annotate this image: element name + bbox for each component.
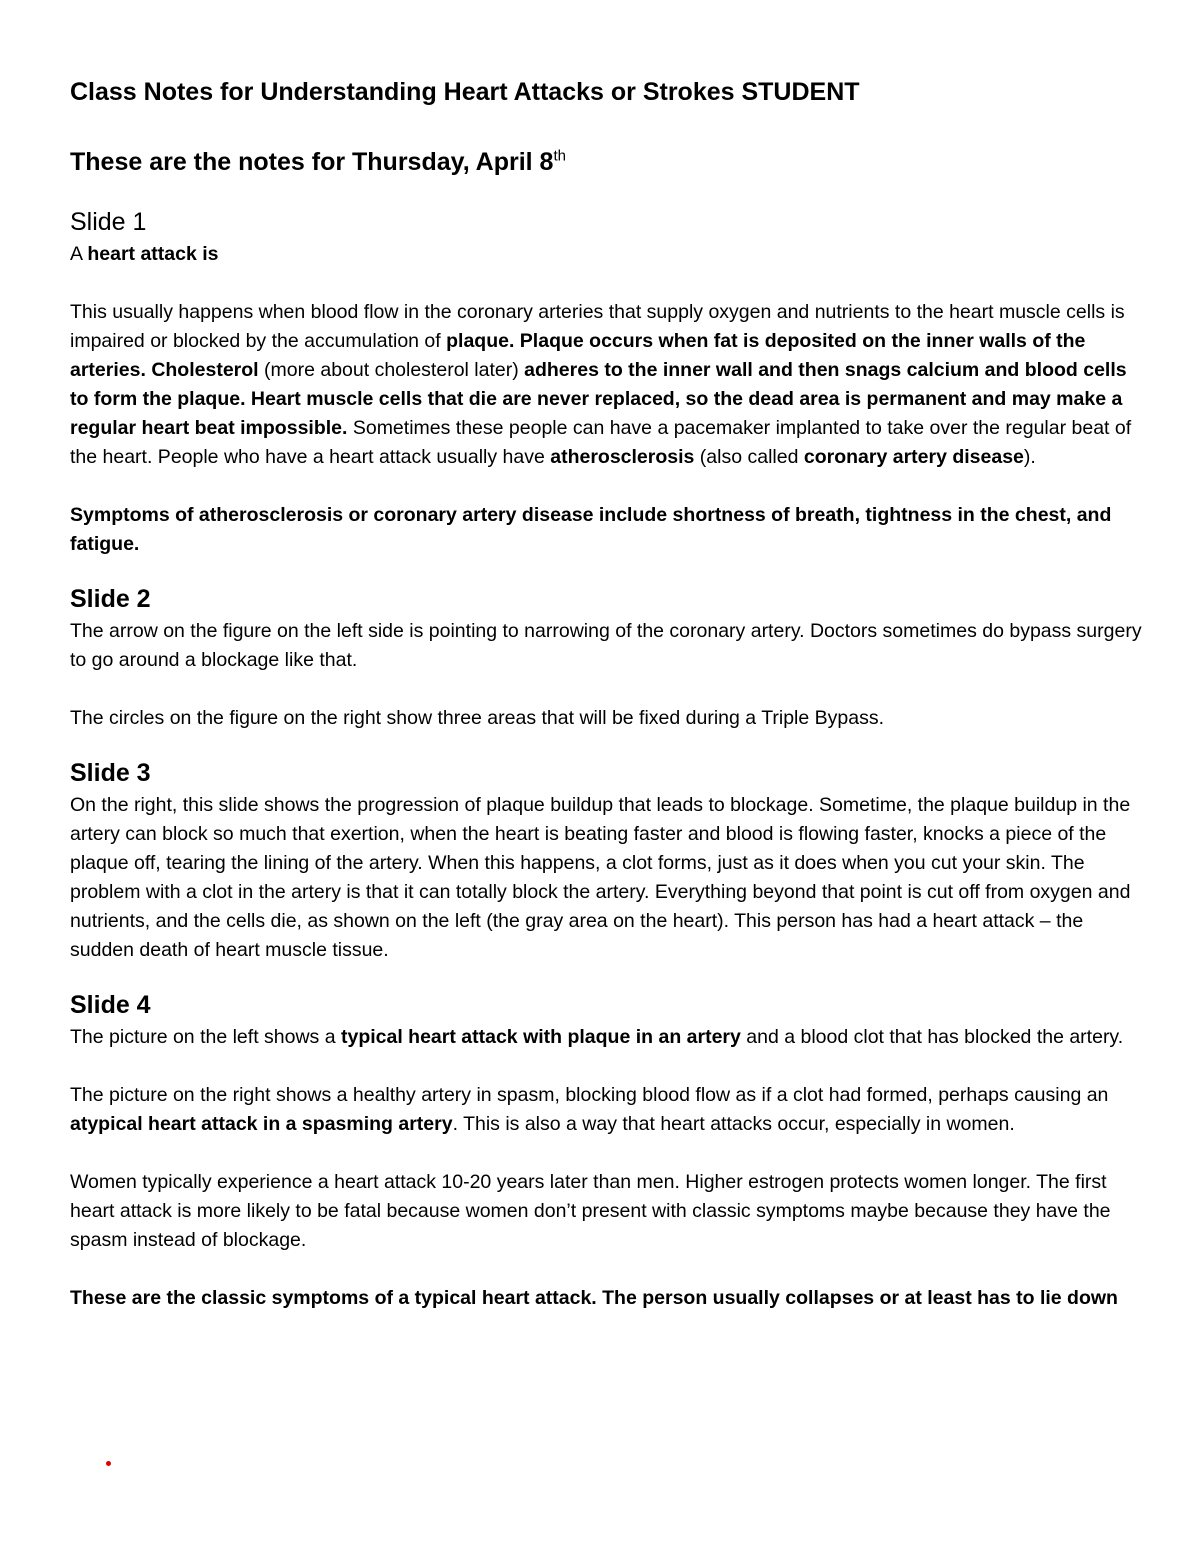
slide-1-bold-1: plaque. Plaque occurs when fat is deposited on the inner walls of the arteries. xyxy=(70,330,1086,381)
notes-date-text: These are the notes for Thursday, April 8 xyxy=(70,148,554,176)
slide-1-paragraph xyxy=(70,298,1145,472)
slide-1-bold-3: adheres to the inner wall and then snags calcium and blood cells to form the plaque. Heart muscle cells that die are never replaced, so the dead area is permanent and may make a regular heart beat impossible. xyxy=(70,359,1127,439)
notes-date-heading xyxy=(70,144,1145,180)
slide-1-section xyxy=(70,204,1145,559)
slide-1-text-5: (also called xyxy=(694,446,804,468)
slide-4-section xyxy=(70,987,1145,1313)
slide-2-heading: Slide 2 xyxy=(70,585,151,613)
slide-1-bold-4: atherosclerosis xyxy=(550,446,695,468)
slide-4-paragraph-4 xyxy=(70,1284,1145,1313)
slide-4-text-1: The picture on the left shows a xyxy=(70,1026,341,1048)
slide-1-symptoms-text: Symptoms of atherosclerosis or coronary artery disease include shortness of breath, tightness in the chest, and fatigue. xyxy=(70,504,1112,555)
slide-1-heading: Slide 1 xyxy=(70,208,147,236)
slide-4-bold-2: atypical heart attack in a spasming artery xyxy=(70,1113,453,1135)
slide-1-text-6: ). xyxy=(1023,446,1036,468)
slide-4-text-3: The picture on the right shows a healthy artery in spasm, blocking blood flow as if a clot had formed, perhaps causing an xyxy=(70,1084,1109,1106)
slide-1-bold-5: coronary artery disease xyxy=(803,446,1024,468)
slide-4-text-4: . This is also a way that heart attacks occur, especially in women. xyxy=(452,1113,1015,1135)
slide-1-line xyxy=(70,240,1145,269)
slide-2-section xyxy=(70,581,1145,733)
slide-1-line-bold: heart attack is xyxy=(87,243,219,265)
slide-3-section xyxy=(70,755,1145,965)
slide-2-paragraph-2: The circles on the figure on the right show three areas that will be fixed during a Triple Bypass. xyxy=(70,707,885,729)
document-title: Class Notes for Understanding Heart Attacks or Strokes STUDENT xyxy=(70,78,860,106)
bullet-icon xyxy=(106,1461,111,1466)
date-ordinal-suffix: th xyxy=(553,147,566,165)
slide-2-paragraph-1: The arrow on the figure on the left side is pointing to narrowing of the coronary artery. Doctors sometimes do bypass surgery to go around a blockage like that. xyxy=(70,620,1142,671)
slide-4-paragraph-3: Women typically experience a heart attack 10-20 years later than men. Higher estrogen protects women longer. The first heart attack is more likely to be fatal because women don’t present with classic symptoms maybe because they have the spasm instead of blockage. xyxy=(70,1171,1111,1251)
slide-1-bold-2: Cholesterol xyxy=(151,359,259,381)
slide-1-line-text: A xyxy=(70,243,88,265)
document-page xyxy=(70,74,1145,1335)
slide-3-heading: Slide 3 xyxy=(70,759,151,787)
slide-1-text-3: (more about cholesterol later) xyxy=(258,359,525,381)
slide-4-text-2: and a blood clot that has blocked the artery. xyxy=(740,1026,1124,1048)
slide-3-paragraph: On the right, this slide shows the progression of plaque buildup that leads to blockage. Sometime, the plaque buildup in the artery can block so much that exertion, when the heart is beating faster and blood is flowing faster, knocks a piece of the plaque off, tearing the lining of the artery. When this happens, a clot forms, just as it does when you cut your skin. The problem with a clot in the artery is that it can totally block the artery. Everything beyond that point is cut off from oxygen and nutrients, and the cells die, as shown on the left (the gray area on the heart). This person has had a heart attack – the sudden death of heart muscle tissue. xyxy=(70,794,1131,961)
slide-1-text-1: This usually happens when blood flow in the coronary arteries that supply oxygen and nutrients to the heart muscle cells is impaired or blocked by the accumulation of xyxy=(70,301,1125,352)
slide-4-bold-1: typical heart attack with plaque in an artery xyxy=(340,1026,741,1048)
slide-4-heading: Slide 4 xyxy=(70,991,151,1019)
slide-4-classic-symptoms: These are the classic symptoms of a typical heart attack. The person usually collapses or at least has to lie down xyxy=(70,1287,1118,1309)
slide-1-symptoms xyxy=(70,501,1145,559)
slide-1-text-4: Sometimes these people can have a pacemaker implanted to take over the regular beat of the heart. People who have a heart attack usually have xyxy=(70,417,1132,468)
slide-4-paragraph-1 xyxy=(70,1023,1145,1052)
slide-4-paragraph-2 xyxy=(70,1081,1145,1139)
